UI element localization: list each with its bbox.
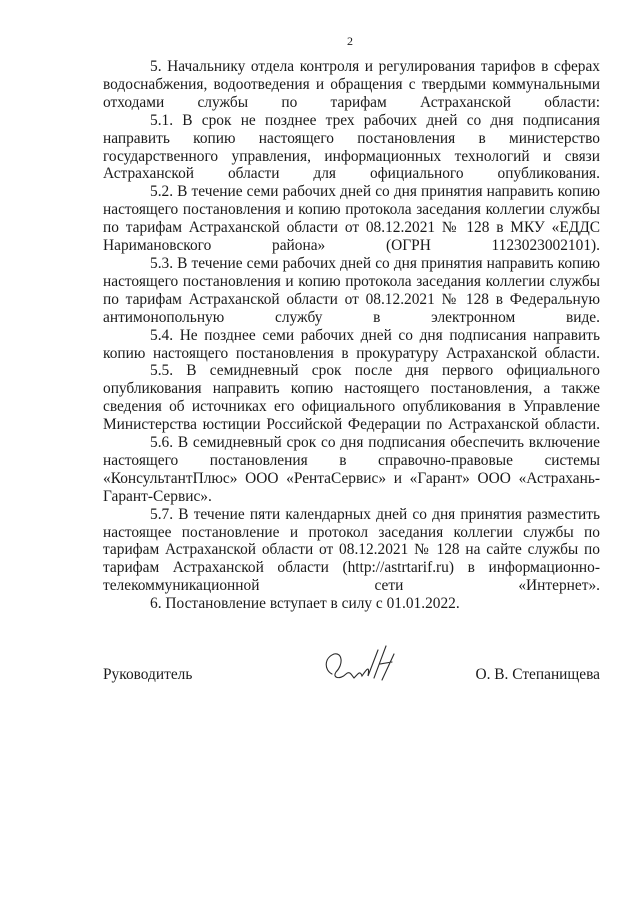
paragraph-5-3: 5.3. В течение семи рабочих дней со дня принятия направить копию настоящего постановления и копию протокола заседания коллегии службы по тарифам Астраханской области от 08.12.2021 № 128 в Федеральную антимонопольную службу в электронном виде. xyxy=(103,254,600,326)
signature-block xyxy=(103,640,600,700)
handwritten-signature xyxy=(318,640,408,692)
paragraph-5-2: 5.2. В течение семи рабочих дней со дня принятия направить копию настоящего постановления и копию протокола заседания коллегии службы по тарифам Астраханской области от 08.12.2021 № 128 в МКУ «ЕДДС Наримановского района» (ОГРН 1123023002101). xyxy=(103,183,600,255)
signatory-role: Руководитель xyxy=(103,666,193,683)
signatory-name: О. В. Степанищева xyxy=(475,666,600,683)
paragraph-5-7: 5.7. В течение пяти календарных дней со дня принятия разместить настоящее постановление и протокол заседания коллегии службы по тарифам Астраханской области от 08.12.2021 № 128 на сайте службы по тарифам Астраханской области (http://astrtarif.ru) в информационно-телекоммуникационной сети «Интернет». xyxy=(103,505,600,595)
paragraph-6: 6. Постановление вступает в силу с 01.01.2022. xyxy=(150,595,460,613)
paragraph-5-6: 5.6. В семидневный срок со дня подписания обеспечить включение настоящего постановления в справочно-правовые системы «КонсультантПлюс» ООО «РентаСервис» и «Гарант» ООО «Астрахань-Гарант-Сервис». xyxy=(103,434,600,505)
paragraph-5-5: 5.5. В семидневный срок после дня первого официального опубликования направить копию настоящего постановления, а также сведения об источниках его официального опубликования в Управление Министерства юстиции Российской Федерации по Астраханской области. xyxy=(103,362,600,434)
paragraph-5-4: 5.4. Не позднее семи рабочих дней со дня подписания направить копию настоящего постановления в прокуратуру Астраханской области. xyxy=(103,326,600,362)
paragraph-5: 5. Начальнику отдела контроля и регулирования тарифов в сферах водоснабжения, водоотведения и обращения с твердыми коммунальными отходами службы по тарифам Астраханской области: xyxy=(103,58,600,111)
page-number: 2 xyxy=(347,34,353,48)
document-body xyxy=(103,58,600,613)
paragraph-5-1: 5.1. В срок не позднее трех рабочих дней со дня подписания направить копию настоящего постановления в министерство государственного управления, информационных технологий и связи Астраханской области для официального опубликования. xyxy=(103,111,600,183)
